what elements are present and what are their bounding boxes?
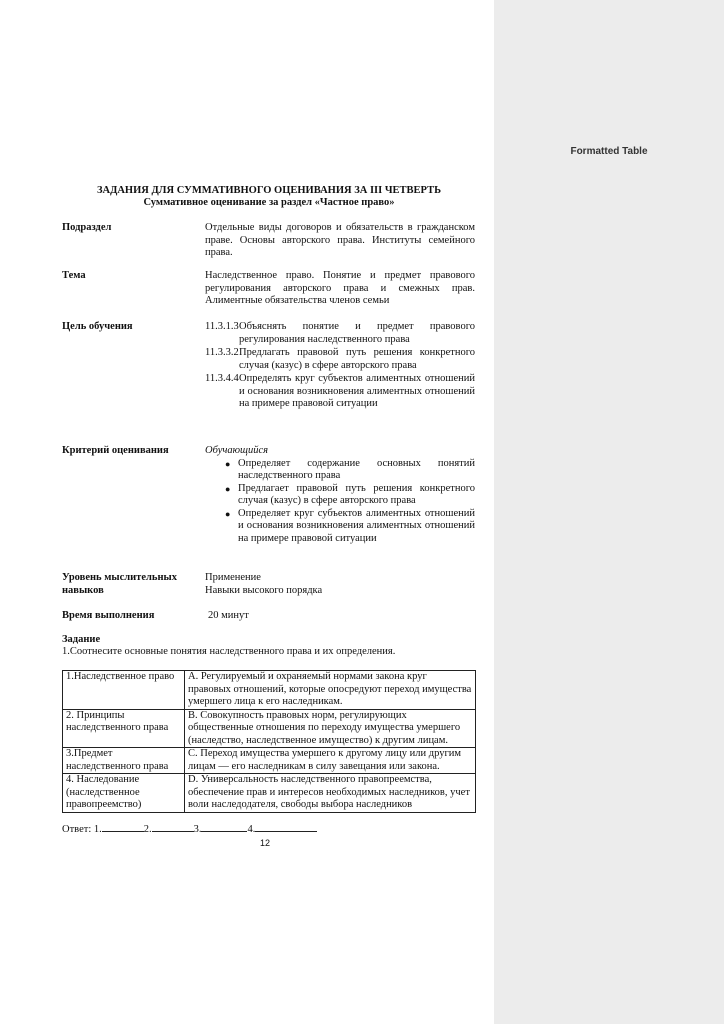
task-heading: Задание — [62, 634, 101, 645]
objective-code: 11.3.3.2 — [205, 347, 239, 358]
objectives-label: Цель обучения — [62, 321, 133, 332]
objective-text: Определять круг субъектов алиментных отношений и основания возникновения алиментных отношений на примере правовой ситуации — [239, 373, 475, 409]
table-row — [63, 774, 476, 813]
table-row — [63, 709, 476, 748]
answer-number: 2. — [143, 824, 152, 835]
table-cell-definition: B. Совокупность правовых норм, регулирующих общественные отношения по переходу имущества умершего (наследство, наследственное имущество) к другим лицам. — [185, 709, 476, 748]
page-number: 12 — [260, 838, 271, 848]
table-cell-definition: A. Регулируемый и охраняемый нормами закона круг правовых отношений, которые опосредуют переход имущества умершего лица к его наследникам. — [185, 671, 476, 710]
answer-number: 1. — [93, 824, 102, 835]
bullet-icon: ● — [225, 483, 231, 494]
time-label: Время выполнения — [62, 610, 155, 621]
bullet-icon: ● — [225, 458, 231, 469]
skills-value-line: Применение — [205, 572, 261, 583]
objectives-list — [205, 321, 475, 412]
document-subtitle: Суммативное оценивание за раздел «Частное право» — [143, 197, 395, 208]
table-cell-term: 2. Принципы наследственного права — [63, 709, 185, 748]
objective-text: Предлагать правовой путь решения конкретного случая (казус) в сфере авторского права — [239, 347, 475, 371]
criteria-text: Предлагает правовой путь решения конкретного случая (казус) в сфере авторского права — [238, 482, 475, 506]
document-title: ЗАДАНИЯ ДЛЯ СУММАТИВНОГО ОЦЕНИВАНИЯ ЗА III ЧЕТВЕРТЬ — [96, 185, 442, 196]
time-value: 20 минут — [208, 610, 249, 621]
bullet-icon: ● — [225, 508, 231, 519]
criteria-block — [205, 445, 475, 545]
criteria-item — [225, 483, 475, 508]
topic-label: Тема — [62, 270, 86, 281]
answer-number: 3. — [193, 824, 202, 835]
answer-blank[interactable] — [201, 822, 247, 832]
objective-item — [205, 321, 475, 346]
section-value: Отдельные виды договоров и обязательств в гражданском праве. Основы авторского права. Институты семейного права. — [205, 222, 475, 258]
answer-blank[interactable] — [152, 822, 194, 832]
objective-item — [205, 373, 475, 411]
criteria-text: Определяет круг субъектов алиментных отношений и основания возникновения алиментных отношений на примере правовой ситуации — [238, 507, 475, 544]
criteria-intro: Обучающийся — [205, 445, 269, 456]
table-cell-definition: D. Универсальность наследственного правопреемства, обеспечение прав и интересов необходимых наследников, учет воли наследодателя, свободы выбора наследников — [185, 774, 476, 813]
objective-code: 11.3.1.3 — [205, 321, 239, 332]
objective-code: 11.3.4.4 — [205, 373, 239, 384]
criteria-text: Определяет содержание основных понятий наследственного права — [238, 457, 475, 481]
answer-line — [62, 822, 317, 835]
answer-number: 4. — [247, 824, 256, 835]
table-row — [63, 748, 476, 774]
criteria-item — [225, 458, 475, 483]
skills-value-line: Навыки высокого порядка — [205, 584, 323, 596]
comment-pane-title: Formatted Table — [570, 146, 648, 157]
skills-label: Уровень мыслительных навыков — [62, 572, 177, 596]
objective-text: Объяснять понятие и предмет правового регулирования наследственного права — [239, 321, 475, 345]
table-cell-definition: C. Переход имущества умершего к другому лицу или другим лицам — его наследникам в силу завещания или закона. — [185, 748, 476, 774]
matching-table — [62, 670, 476, 813]
answer-label: Ответ: — [62, 824, 92, 835]
answer-blank[interactable] — [255, 822, 317, 832]
topic-value: Наследственное право. Понятие и предмет правового регулирования авторского права и смежных прав. Алиментные обязательства членов семьи — [205, 270, 475, 306]
table-cell-term: 1.Наследственное право — [63, 671, 185, 710]
table-cell-term: 3.Предмет наследственного права — [63, 748, 185, 774]
comment-pane — [494, 0, 724, 1024]
criteria-label: Критерий оценивания — [62, 445, 169, 456]
criteria-list — [225, 458, 475, 546]
objective-item — [205, 347, 475, 372]
table-row — [63, 671, 476, 710]
criteria-item — [225, 508, 475, 546]
section-label: Подраздел — [62, 222, 112, 233]
answer-blank[interactable] — [102, 822, 144, 832]
skills-value — [205, 572, 475, 597]
table-cell-term: 4. Наследование (наследственное правопреемство) — [63, 774, 185, 813]
task-text: 1.Соотнесите основные понятия наследственного права и их определения. — [62, 646, 396, 657]
